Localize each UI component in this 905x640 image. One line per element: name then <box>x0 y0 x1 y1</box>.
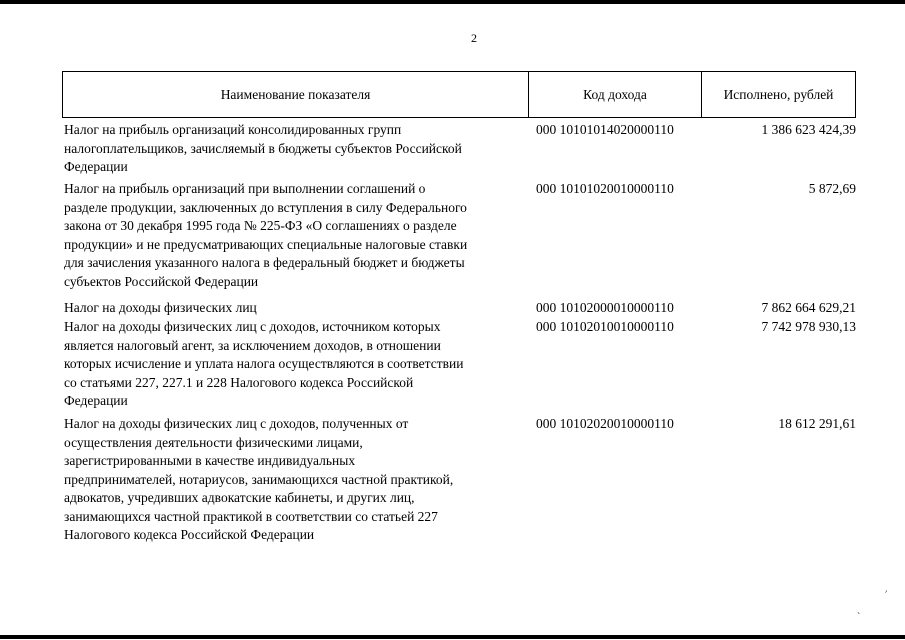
name-line: Налог на прибыль организаций при выполнении соглашений о <box>64 181 426 196</box>
executed-amount: 18 612 291,61 <box>778 416 856 431</box>
name-line: Налогового кодекса Российской Федерации <box>64 527 315 542</box>
page-number: 2 <box>471 31 477 45</box>
indicator-name <box>64 415 529 545</box>
table-header <box>62 71 856 118</box>
name-line: зарегистрированными в качестве индивидуальных <box>64 453 356 468</box>
indicator-name <box>64 121 529 177</box>
name-line: для зачисления указанного налога в федеральный бюджет и бюджеты <box>64 255 465 270</box>
bottom-border-line <box>0 635 905 639</box>
name-line: разделе продукции, заключенных до вступления в силу Федерального <box>64 199 467 215</box>
header-executed-rubles: Исполнено, рублей <box>723 86 834 102</box>
name-line: предпринимателей, нотариусов, занимающихся частной практикой, <box>64 471 454 487</box>
income-code: 000 10102010010000110 <box>536 319 674 334</box>
name-line: Федерации <box>64 393 128 408</box>
name-line: Налог на прибыль организаций консолидированных групп <box>64 122 402 137</box>
income-code: 000 10101014020000110 <box>536 122 674 137</box>
name-line: адвокатов, учредивших адвокатские кабинеты, и других лиц, <box>64 490 415 505</box>
indicator-name <box>64 318 529 411</box>
income-code: 000 10101020010000110 <box>536 181 674 196</box>
indicator-name <box>64 299 529 318</box>
name-line: Налог на доходы физических лиц с доходов, полученных от <box>64 416 409 431</box>
executed-amount: 1 386 623 424,39 <box>761 122 856 137</box>
name-line: осуществления деятельности физическими лицами, <box>64 434 363 450</box>
name-line: со статьями 227, 227.1 и 228 Налогового кодекса Российской <box>64 374 414 390</box>
executed-amount: 7 742 978 930,13 <box>761 319 856 334</box>
name-line: закона от 30 декабря 1995 года № 225-ФЗ «О соглашениях о разделе <box>64 218 457 233</box>
income-code: 000 10102020010000110 <box>536 416 674 431</box>
name-line: которых исчисление и уплата налога осуществляются в соответствии <box>64 356 464 371</box>
name-line: субъектов Российской Федерации <box>64 273 259 289</box>
top-border-line <box>0 0 905 4</box>
scan-speck: ` <box>857 612 861 623</box>
executed-amount: 5 872,69 <box>808 181 856 196</box>
indicator-name <box>64 180 529 291</box>
executed-amount: 7 862 664 629,21 <box>761 300 856 315</box>
name-line: Налог на доходы физических лиц с доходов, источником которых <box>64 319 441 334</box>
name-line: продукции» и не предусматривающих специальные налоговые ставки <box>64 236 468 252</box>
name-line: Налог на доходы физических лиц <box>64 300 257 315</box>
name-line: Федерации <box>64 159 128 174</box>
name-line: занимающихся частной практикой в соответствии со статьей 227 <box>64 508 438 524</box>
income-code: 000 10102000010000110 <box>536 300 674 315</box>
header-indicator-name: Наименование показателя <box>63 72 529 117</box>
name-line: является налоговый агент, за исключением доходов, в отношении <box>64 337 441 353</box>
scan-speck: ׳ <box>885 588 888 599</box>
name-line: налогоплательщиков, зачисляемый в бюджеты субъектов Российской <box>64 140 462 156</box>
header-income-code: Код дохода <box>529 72 702 117</box>
